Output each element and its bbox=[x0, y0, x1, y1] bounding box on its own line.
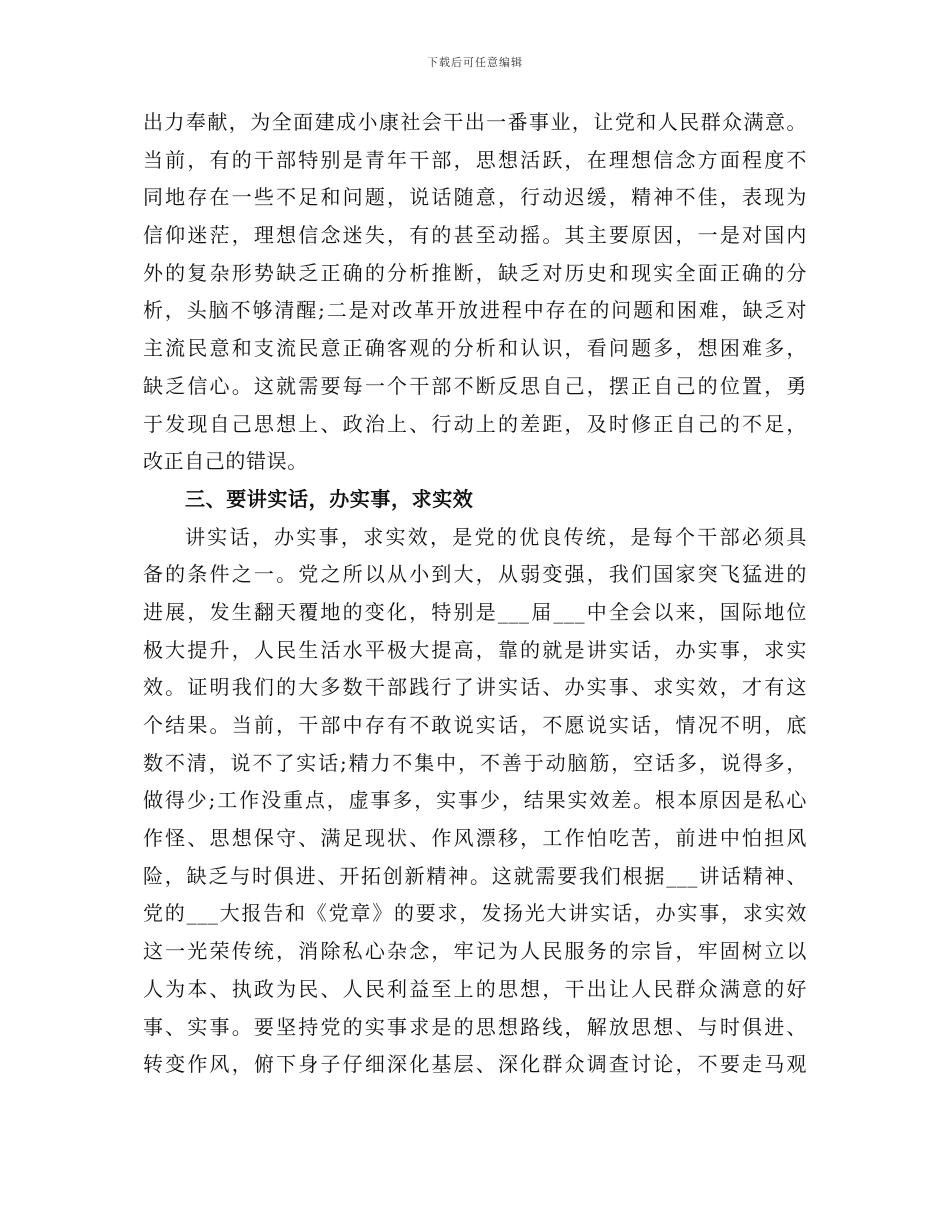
text-line: 出力奉献，为全面建成小康社会干出一番事业，让党和人民群众满意。 bbox=[143, 110, 807, 134]
text-line: 外的复杂形势缺乏正确的分析推断，缺乏对历史和现实全面正确的分 bbox=[143, 260, 807, 285]
text-line: 讲实话，办实事，求实效，是党的优良传统，是每个干部必须具 bbox=[185, 524, 807, 549]
text-line: 作怪、思想保守、满足现状、作风漂移，工作怕吃苦，前进中怕担风 bbox=[143, 826, 807, 851]
text-line: 于发现自己思想上、政治上、行动上的差距，及时修正自己的不足， bbox=[143, 411, 807, 436]
text-line: 这一光荣传统，消除私心杂念，牢记为人民服务的宗旨，牢固树立以 bbox=[143, 939, 807, 964]
text-line: 数不清，说不了实话;精力不集中，不善于动脑筋，空话多，说得多， bbox=[143, 750, 807, 775]
text-line: 当前，有的干部特别是青年干部，思想活跃，在理想信念方面程度不 bbox=[143, 147, 807, 172]
text-line: 信仰迷茫，理想信念迷失，有的甚至动摇。其主要原因，一是对国内 bbox=[143, 223, 807, 248]
section-heading: 三、要讲实话，办实事，求实效 bbox=[185, 486, 474, 511]
text-line: 主流民意和支流民意正确客观的分析和认识，看问题多，想困难多， bbox=[143, 336, 807, 361]
page-header-note: 下载后可任意编辑 bbox=[427, 56, 523, 69]
text-line: 人为本、执政为民、人民利益至上的思想，干出让人民群众满意的好 bbox=[143, 976, 807, 1001]
text-line: 转变作风，俯下身子仔细深化基层、深化群众调查讨论，不要走马观 bbox=[143, 1052, 807, 1077]
text-line: 险，缺乏与时俱进、开拓创新精神。这就需要我们根据___讲话精神、 bbox=[143, 863, 807, 888]
text-line: 事、实事。要坚持党的实事求是的思想路线，解放思想、与时俱进、 bbox=[143, 1014, 807, 1039]
text-line: 党的___大报告和《党章》的要求，发扬光大讲实话，办实事，求实效 bbox=[143, 901, 807, 926]
text-line: 极大提升，人民生活水平极大提高，靠的就是讲实话，办实事，求实 bbox=[143, 637, 807, 662]
text-line: 析，头脑不够清醒;二是对改革开放进程中存在的问题和困难，缺乏对 bbox=[143, 298, 807, 323]
document-body bbox=[143, 104, 807, 1084]
text-line: 效。证明我们的大多数干部践行了讲实话、办实事、求实效，才有这 bbox=[143, 675, 807, 700]
text-line: 缺乏信心。这就需要每一个干部不断反思自己，摆正自己的位置，勇 bbox=[143, 373, 807, 398]
text-line: 改正自己的错误。 bbox=[143, 449, 308, 474]
text-line: 个结果。当前，干部中存有不敢说实话，不愿说实话，情况不明，底 bbox=[143, 713, 807, 737]
text-line: 同地存在一些不足和问题，说话随意，行动迟缓，精神不佳，表现为 bbox=[143, 185, 807, 210]
text-line: 进展，发生翻天覆地的变化，特别是___届___中全会以来，国际地位 bbox=[143, 599, 807, 624]
text-line: 备的条件之一。党之所以从小到大，从弱变强，我们国家突飞猛进的 bbox=[143, 562, 807, 587]
text-line: 做得少;工作没重点，虚事多，实事少，结果实效差。根本原因是私心 bbox=[143, 788, 807, 813]
